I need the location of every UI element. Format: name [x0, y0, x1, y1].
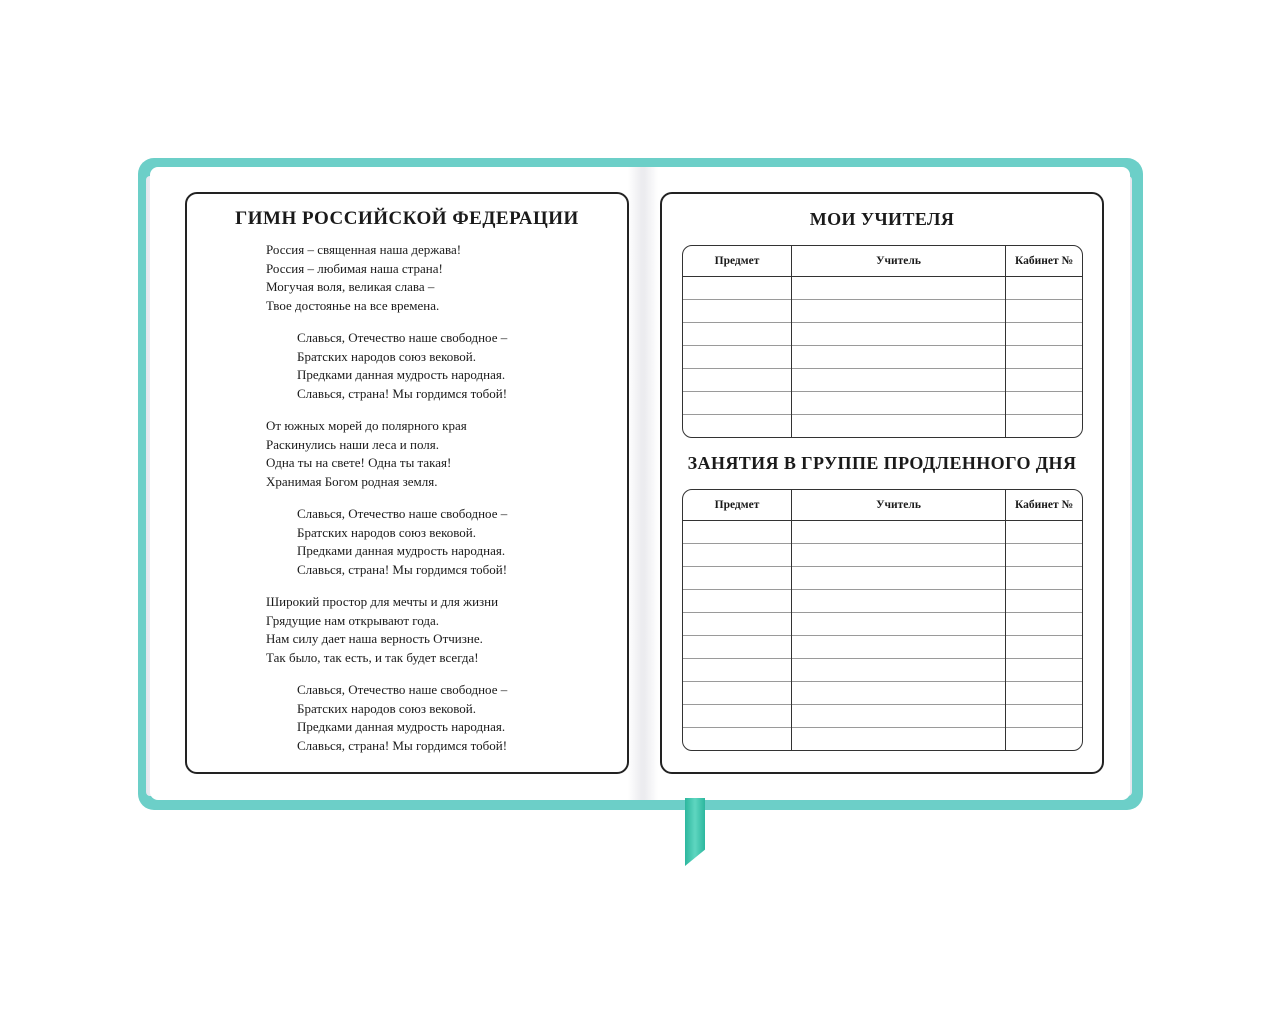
anthem-line: От южных морей до полярного края: [266, 418, 467, 433]
anthem-chorus-3: [297, 681, 507, 756]
anthem-line: Россия – священная наша держава!: [266, 242, 462, 257]
anthem-line: Славься, страна! Мы гордимся тобой!: [297, 386, 508, 402]
column-divider: [791, 246, 792, 437]
table-row[interactable]: [683, 566, 1082, 567]
anthem-line: Предками данная мудрость народная.: [297, 543, 506, 559]
anthem-line: Раскинулись наши леса и поля.: [266, 436, 440, 452]
table-row[interactable]: [683, 589, 1082, 590]
anthem-line: Нам силу дает наша верность Отчизне.: [266, 631, 483, 647]
anthem-line: Хранимая Богом родная земля.: [266, 474, 438, 490]
after-school-table: [682, 489, 1083, 751]
column-header-teacher: Учитель: [876, 499, 921, 511]
anthem-line: Могучая воля, великая слава –: [266, 279, 435, 295]
teachers-table-header: [683, 246, 1082, 277]
teachers-title: МОИ УЧИТЕЛЯ: [809, 209, 955, 229]
table-row[interactable]: [683, 368, 1082, 369]
anthem-line: Славься, страна! Мы гордимся тобой!: [297, 738, 508, 754]
column-header-room: Кабинет №: [1014, 255, 1074, 267]
anthem-line: Предками данная мудрость народная.: [297, 719, 506, 735]
anthem-verse-1: [266, 241, 461, 316]
anthem-line: Россия – любимая наша страна!: [266, 260, 443, 276]
spine-shadow: [628, 167, 658, 800]
table-row[interactable]: [683, 322, 1082, 323]
column-header-teacher: Учитель: [876, 255, 921, 267]
teachers-page: [660, 192, 1104, 774]
anthem-line: Славься, Отечество наше свободное –: [297, 682, 508, 697]
column-header-room: Кабинет №: [1014, 499, 1074, 511]
after-school-title: ЗАНЯТИЯ В ГРУППЕ ПРОДЛЕННОГО ДНЯ: [687, 453, 1077, 473]
anthem-verse-2: [266, 417, 467, 492]
anthem-line: Славься, страна! Мы гордимся тобой!: [297, 562, 508, 578]
anthem-line: Широкий простор для мечты и для жизни: [266, 594, 499, 609]
anthem-line: Братских народов союз вековой.: [297, 700, 476, 716]
table-row[interactable]: [683, 345, 1082, 346]
table-row[interactable]: [683, 681, 1082, 682]
table-row[interactable]: [683, 635, 1082, 636]
table-row[interactable]: [683, 612, 1082, 613]
column-divider: [791, 490, 792, 750]
table-row[interactable]: [683, 391, 1082, 392]
teachers-table: [682, 245, 1083, 438]
bookmark-ribbon: [685, 798, 705, 866]
anthem-line: Славься, Отечество наше свободное –: [297, 330, 508, 345]
column-header-subject: Предмет: [714, 255, 760, 267]
anthem-line: Братских народов союз вековой.: [297, 348, 476, 364]
anthem-verse-3: [266, 593, 498, 668]
table-row[interactable]: [683, 704, 1082, 705]
table-row[interactable]: [683, 727, 1082, 728]
anthem-line: Твое достоянье на все времена.: [266, 298, 440, 314]
anthem-chorus-1: [297, 329, 507, 404]
anthem-page: [185, 192, 629, 774]
column-header-subject: Предмет: [714, 499, 760, 511]
table-row[interactable]: [683, 299, 1082, 300]
anthem-line: Братских народов союз вековой.: [297, 524, 476, 540]
table-row[interactable]: [683, 543, 1082, 544]
anthem-line: Одна ты на свете! Одна ты такая!: [266, 455, 452, 471]
anthem-line: Грядущие нам открывают года.: [266, 612, 440, 628]
anthem-line: Славься, Отечество наше свободное –: [297, 506, 508, 521]
anthem-title: ГИМН РОССИЙСКОЙ ФЕДЕРАЦИИ: [235, 208, 579, 229]
after-school-table-header: [683, 490, 1082, 521]
column-divider: [1005, 490, 1006, 750]
anthem-chorus-2: [297, 505, 507, 580]
table-row[interactable]: [683, 658, 1082, 659]
anthem-line: Предками данная мудрость народная.: [297, 367, 506, 383]
table-row[interactable]: [683, 414, 1082, 415]
column-divider: [1005, 246, 1006, 437]
anthem-line: Так было, так есть, и так будет всегда!: [266, 650, 479, 666]
